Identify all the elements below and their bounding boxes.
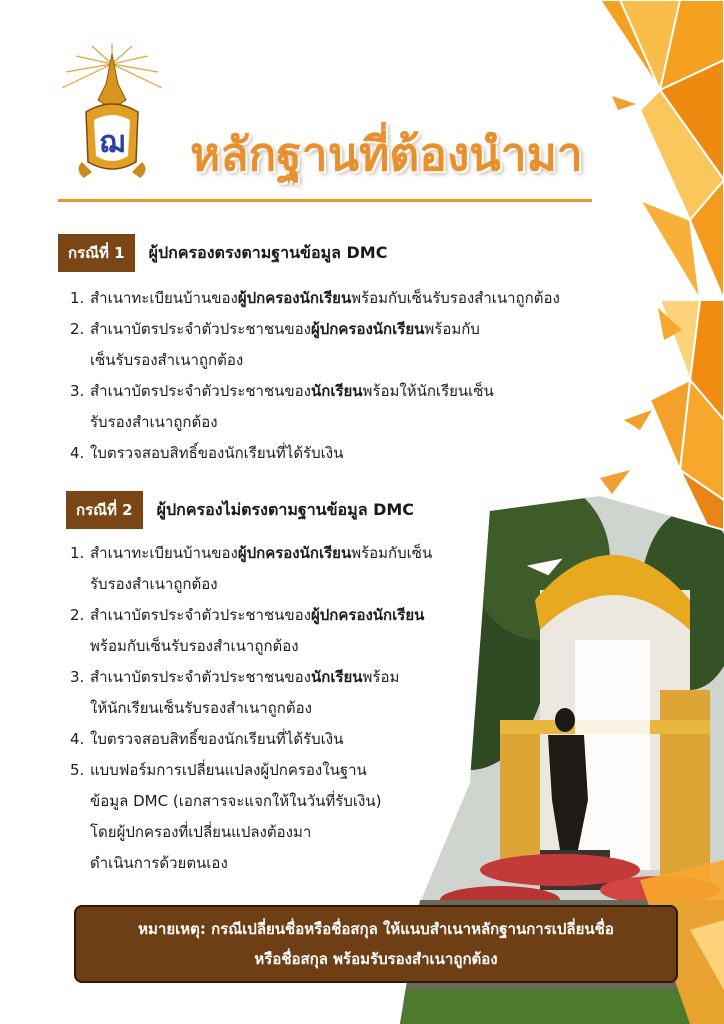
list-item bbox=[70, 662, 490, 724]
case-1-badge: กรณีที่ 1 bbox=[58, 234, 135, 272]
remark-line-2: หรือชื่อสกุล พร้อมรับรองสำเนาถูกต้อง bbox=[254, 950, 498, 968]
case-2-title: ผู้ปกครองไม่ตรงตามฐานข้อมูล DMC bbox=[156, 499, 415, 519]
item-text: สำเนาบัตรประจำตัวประชาชนของ bbox=[90, 320, 311, 338]
item-continuation: รับรองสำเนาถูกต้อง bbox=[90, 413, 218, 431]
item-continuation: โดยผู้ปกครองที่เปลี่ยนแปลงต้องมา bbox=[90, 823, 312, 841]
case-1-header bbox=[58, 234, 387, 272]
item-text: พร้อมกับเซ็นรับรองสำเนาถูกต้อง bbox=[351, 289, 560, 307]
item-number: 5. bbox=[70, 761, 85, 779]
item-number: 3. bbox=[70, 668, 85, 686]
item-number: 3. bbox=[70, 382, 85, 400]
item-emphasis: ผู้ปกครองนักเรียน bbox=[310, 320, 425, 338]
item-text: สำเนาบัตรประจำตัวประชาชนของ bbox=[90, 382, 311, 400]
item-text: สำเนาบัตรประจำตัวประชาชนของ bbox=[90, 606, 311, 624]
item-text: พร้อม bbox=[362, 668, 400, 686]
item-emphasis: นักเรียน bbox=[310, 382, 363, 400]
item-text: พร้อมกับเซ็น bbox=[351, 544, 433, 562]
item-continuation: เซ็นรับรองสำเนาถูกต้อง bbox=[90, 351, 244, 369]
list-item bbox=[70, 438, 610, 469]
list-item bbox=[70, 755, 490, 879]
list-item bbox=[70, 376, 610, 438]
item-number: 2. bbox=[70, 320, 85, 338]
list-item bbox=[70, 314, 610, 376]
title-divider bbox=[58, 199, 592, 202]
case-2-badge: กรณีที่ 2 bbox=[66, 491, 143, 529]
item-emphasis: ผู้ปกครองนักเรียน bbox=[237, 289, 352, 307]
list-item bbox=[70, 283, 610, 314]
item-text: สำเนาบัตรประจำตัวประชาชนของ bbox=[90, 668, 311, 686]
item-continuation: ดำเนินการด้วยตนเอง bbox=[90, 854, 228, 872]
item-emphasis: นักเรียน bbox=[310, 668, 363, 686]
item-text: สำเนาทะเบียนบ้านของ bbox=[90, 544, 238, 562]
item-number: 1. bbox=[70, 289, 85, 307]
item-number: 1. bbox=[70, 544, 85, 562]
item-continuation: ให้นักเรียนเซ็นรับรองสำเนาถูกต้อง bbox=[90, 699, 312, 717]
case-2-list bbox=[70, 538, 490, 879]
logo-monogram: ฌ bbox=[99, 125, 125, 160]
case-2-header bbox=[66, 491, 414, 529]
list-item bbox=[70, 538, 490, 600]
item-emphasis: ผู้ปกครองนักเรียน bbox=[310, 606, 425, 624]
item-text: ใบตรวจสอบสิทธิ์ของนักเรียนที่ได้รับเงิน bbox=[90, 444, 344, 462]
page-title: หลักฐานที่ต้องนำมา bbox=[190, 127, 583, 181]
case-1-list bbox=[70, 283, 610, 469]
school-emblem-logo bbox=[62, 44, 162, 184]
remark-line-1: หมายเหตุ: กรณีเปลี่ยนชื่อหรือชื่อสกุล ให้แนบสำเนาหลักฐานการเปลี่ยนชื่อ bbox=[138, 920, 614, 938]
item-text: พร้อมให้นักเรียนเซ็น bbox=[362, 382, 494, 400]
item-number: 2. bbox=[70, 606, 85, 624]
case-1-title: ผู้ปกครองตรงตามฐานข้อมูล DMC bbox=[148, 242, 388, 262]
item-continuation: ข้อมูล DMC (เอกสารจะแจกให้ในวันที่รับเงิน) bbox=[90, 792, 382, 810]
item-text: สำเนาทะเบียนบ้านของ bbox=[90, 289, 238, 307]
remark-box bbox=[74, 905, 678, 983]
item-continuation: พร้อมกับเซ็นรับรองสำเนาถูกต้อง bbox=[90, 637, 299, 655]
item-emphasis: ผู้ปกครองนักเรียน bbox=[237, 544, 352, 562]
item-continuation: รับรองสำเนาถูกต้อง bbox=[90, 575, 218, 593]
item-text: แบบฟอร์มการเปลี่ยนแปลงผู้ปกครองในฐาน bbox=[90, 761, 367, 779]
item-text: ใบตรวจสอบสิทธิ์ของนักเรียนที่ได้รับเงิน bbox=[90, 730, 344, 748]
list-item bbox=[70, 724, 490, 755]
item-text: พร้อมกับ bbox=[424, 320, 480, 338]
item-number: 4. bbox=[70, 444, 85, 462]
list-item bbox=[70, 600, 490, 662]
item-number: 4. bbox=[70, 730, 85, 748]
